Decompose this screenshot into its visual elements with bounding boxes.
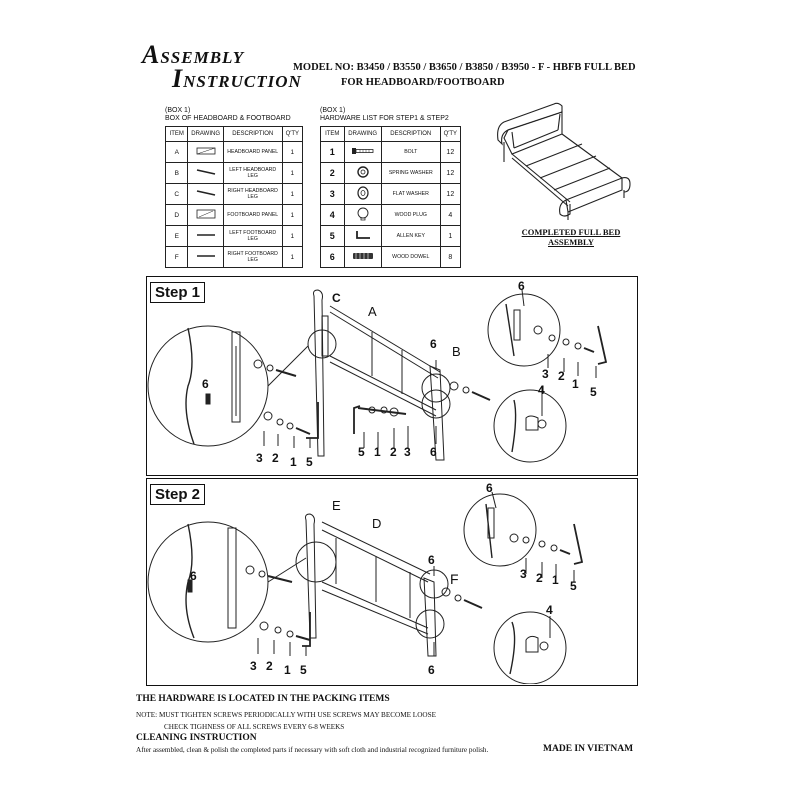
step2-label: Step 2 [150, 484, 205, 505]
table-row: A HEADBOARD PANEL 1 [166, 142, 303, 163]
callout: 3 [256, 451, 263, 465]
callout: 3 [542, 367, 549, 381]
bolt-icon [344, 142, 381, 163]
box1-table [165, 126, 303, 268]
callout: 3 [520, 567, 527, 581]
hardware-table [320, 126, 461, 268]
headboard-panel-drawing [188, 142, 223, 163]
callout: 2 [390, 445, 397, 459]
cleaning-text: After assembled, clean & polish the completed parts if necessary with soft cloth and industrial recognized furniture polish. [136, 746, 489, 754]
col-qty: Q'TY [440, 127, 460, 142]
made-in: MADE IN VIETNAM [543, 744, 634, 754]
part-label: C [332, 291, 341, 305]
box1-heading [165, 107, 291, 123]
table-row: B LEFT HEADBOARD LEG 1 [166, 163, 303, 184]
table-row: C RIGHT HEADBOARD LEG 1 [166, 184, 303, 205]
completed-caption: COMPLETED FULL BED ASSEMBLY [521, 227, 621, 247]
table-row: F RIGHT FOOTBOARD LEG 1 [166, 247, 303, 268]
completed-bed-illustration [486, 100, 636, 224]
footboard-panel-drawing [188, 205, 223, 226]
tighten-note: NOTE: MUST TIGHTEN SCREWS PERIODICALLY WITH USE SCREWS MAY BECOME LOOSE [136, 711, 436, 719]
step1-label: Step 1 [150, 282, 205, 303]
callout: 6 [190, 569, 197, 583]
leg-drawing [188, 184, 223, 205]
title-assembly: ASSEMBLY [142, 40, 245, 69]
title-instruction: INSTRUCTION [172, 64, 302, 93]
cleaning-title: CLEANING INSTRUCTION [136, 733, 257, 743]
col-item: ITEM [166, 127, 188, 142]
leg-drawing [188, 247, 223, 268]
callout: 6 [518, 279, 525, 293]
col-description: DESCRIPTION [223, 127, 282, 142]
callout: 5 [306, 455, 313, 469]
leg-drawing [188, 163, 223, 184]
hardware-note: THE HARDWARE IS LOCATED IN THE PACKING ITEMS [136, 694, 390, 704]
callout: 2 [536, 571, 543, 585]
callout: 5 [590, 385, 597, 399]
box1-heading-line2: BOX OF HEADBOARD & FOOTBOARD [165, 115, 291, 122]
table-row: 3 FLAT WASHER 12 [321, 184, 461, 205]
spring-washer-icon [344, 163, 381, 184]
box1-heading-line1: (BOX 1) [165, 107, 191, 114]
callout: 6 [202, 377, 209, 391]
table-row: 1 BOLT 12 [321, 142, 461, 163]
wood-plug-icon [344, 205, 381, 226]
callout: 6 [486, 481, 493, 495]
callout: 1 [552, 573, 559, 587]
leg-drawing [188, 226, 223, 247]
hardware-heading-line1: (BOX 1) [320, 107, 346, 114]
callout: 4 [538, 383, 545, 397]
col-qty: Q'TY [282, 127, 302, 142]
callout: 1 [290, 455, 297, 469]
col-item: ITEM [321, 127, 345, 142]
part-label: A [368, 304, 377, 319]
callout: 3 [404, 445, 411, 459]
table-row: 6 WOOD DOWEL 8 [321, 247, 461, 268]
part-label: E [332, 498, 341, 513]
part-label: D [372, 516, 382, 531]
check-note: CHECK TIGHNESS OF ALL SCREWS EVERY 6-8 WEEKS [164, 723, 345, 731]
callout: 6 [428, 553, 435, 567]
callout: 2 [272, 451, 279, 465]
col-description: DESCRIPTION [381, 127, 440, 142]
col-drawing: DRAWING [188, 127, 223, 142]
callout: 4 [546, 603, 553, 617]
allen-key-icon [344, 226, 381, 247]
hardware-heading-line2: HARDWARE LIST FOR STEP1 & STEP2 [320, 115, 449, 122]
table-row: 4 WOOD PLUG 4 [321, 205, 461, 226]
callout: 6 [430, 445, 437, 459]
part-label: B [452, 344, 461, 359]
table-row: D FOOTBOARD PANEL 1 [166, 205, 303, 226]
callout: 3 [250, 659, 257, 673]
part-label: F [450, 571, 459, 587]
table-row: 5 ALLEN KEY 1 [321, 226, 461, 247]
callout: 5 [570, 579, 577, 593]
callout: 6 [428, 663, 435, 677]
flat-washer-icon [344, 184, 381, 205]
wood-dowel-icon [344, 247, 381, 268]
callout: 6 [430, 337, 437, 351]
step1-diagram [146, 276, 636, 474]
model-subtitle: FOR HEADBOARD/FOOTBOARD [341, 77, 505, 88]
callout: 2 [558, 369, 565, 383]
callout: 1 [572, 377, 579, 391]
table-row: 2 SPRING WASHER 12 [321, 163, 461, 184]
table-row: E LEFT FOOTBOARD LEG 1 [166, 226, 303, 247]
hardware-heading [320, 107, 449, 123]
callout: 5 [358, 445, 365, 459]
callout: 1 [284, 663, 291, 677]
step2-diagram [146, 478, 636, 684]
callout: 2 [266, 659, 273, 673]
model-number: MODEL NO: B3450 / B3550 / B3650 / B3850 / B3950 - F - HBFB FULL BED [293, 62, 636, 73]
col-drawing: DRAWING [344, 127, 381, 142]
callout: 5 [300, 663, 307, 677]
callout: 1 [374, 445, 381, 459]
